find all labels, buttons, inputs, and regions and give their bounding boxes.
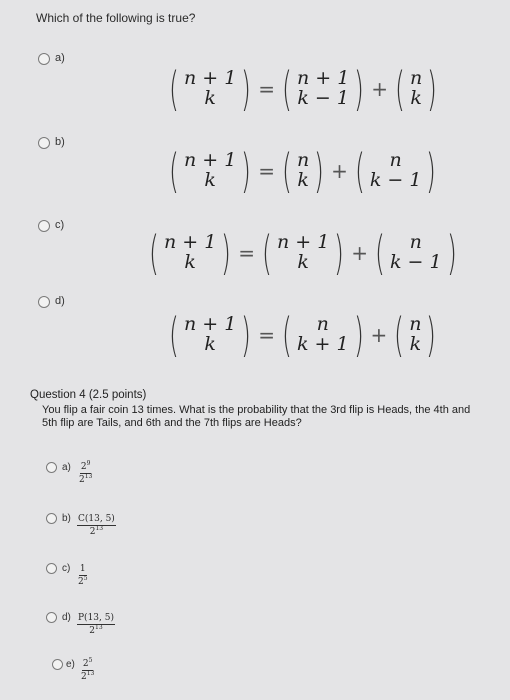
- option-b-radio[interactable]: [38, 137, 50, 149]
- question-4-header: Question 4 (2.5 points): [30, 389, 147, 401]
- binomial: ( n + 1 k ): [149, 226, 232, 280]
- q4-option-d-radio[interactable]: [46, 612, 57, 623]
- binomial: ( n k + 1 ): [282, 308, 364, 362]
- binomial: ( n + 1 k ): [169, 144, 252, 198]
- q4-option-b-label: b): [62, 513, 71, 524]
- q4-option-d-label: d): [62, 612, 71, 623]
- binomial: ( n + 1 k ): [169, 308, 252, 362]
- binomial: ( n k ): [395, 62, 438, 116]
- q4-option-c-radio[interactable]: [46, 563, 57, 574]
- q4-option-e-radio[interactable]: [52, 659, 63, 670]
- option-b-identity: ( n + 1 k ) = ( n k ) + ( n k − 1 ): [165, 148, 440, 194]
- binomial: ( n k ): [282, 144, 325, 198]
- option-c-radio[interactable]: [38, 220, 50, 232]
- option-a-identity: ( n + 1 k ) = ( n + 1 k − 1 ) + ( n k ): [165, 66, 441, 112]
- question-prompt: Which of the following is true?: [36, 11, 196, 25]
- binomial: ( n + 1 k ): [169, 62, 252, 116]
- option-b-label: b): [55, 136, 65, 148]
- option-a-radio[interactable]: [38, 53, 50, 65]
- q4-option-b-fraction: $\frac{C(13, 5)}{2^{13}}$: [78, 514, 115, 537]
- option-a-label: a): [55, 52, 65, 64]
- option-d-radio[interactable]: [38, 296, 50, 308]
- binomial: ( n k ): [394, 308, 437, 362]
- option-c-label: c): [55, 219, 65, 231]
- q4-option-e-label: e): [66, 659, 75, 670]
- binomial: ( n k − 1 ): [375, 226, 457, 280]
- q4-option-c-fraction: $\frac{1}{2^5}$: [78, 564, 88, 587]
- option-d-identity: ( n + 1 k ) = ( n k + 1 ) + ( n k ): [165, 312, 440, 358]
- q4-option-b-radio[interactable]: [46, 513, 57, 524]
- q4-option-d-fraction: $\frac{P(13, 5)}{2^{13}}$: [78, 613, 114, 636]
- question-4-text: You flip a fair coin 13 times. What is the probability that the 3rd flip is Heads, the 4th and 5th flip are Tails, and 6th and the 7th flips are Heads?: [42, 404, 471, 429]
- option-d-label: d): [55, 295, 65, 307]
- binomial: ( n k − 1 ): [354, 144, 437, 198]
- q4-option-c-label: c): [62, 563, 71, 574]
- q4-option-e-fraction: $\frac{2^5}{2^{13}}$: [81, 657, 95, 682]
- q4-option-a-fraction: $\frac{2^9}{2^{13}}$: [79, 460, 93, 485]
- option-c-identity: ( n + 1 k ) = ( n + 1 k ) + ( n k − 1 ): [145, 230, 461, 276]
- q4-option-a-radio[interactable]: [46, 462, 57, 473]
- binomial: ( n + 1 k ): [262, 226, 345, 280]
- q4-option-a-label: a): [62, 462, 71, 473]
- binomial: ( n + 1 k − 1 ): [282, 62, 365, 116]
